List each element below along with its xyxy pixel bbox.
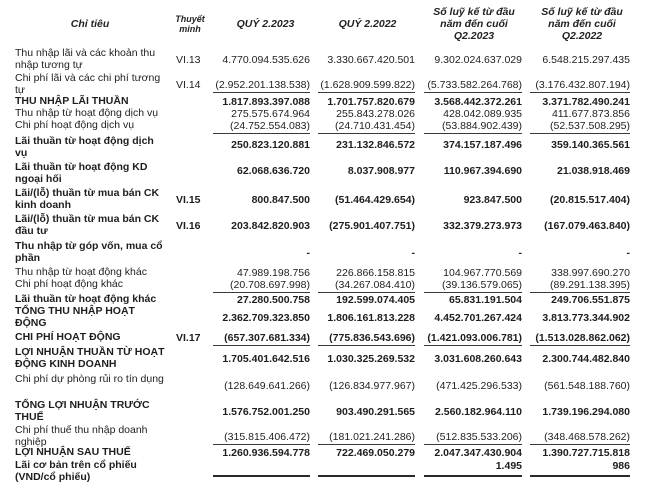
value-ytd-2022: 1.390.727.715.818: [542, 447, 630, 459]
total-rule: [318, 475, 415, 477]
value-q2-2023: 1.705.401.642.516: [222, 353, 310, 365]
value-q2-2023: 203.842.820.903: [231, 220, 310, 232]
value-q2-2023: 27.280.500.758: [237, 294, 310, 306]
value-ytd-2023: 3.568.442.372.261: [434, 96, 522, 108]
value-q2-2023: (128.649.641.266): [224, 380, 310, 392]
subtotal-rule: [318, 133, 415, 134]
subtotal-rule: [424, 92, 522, 93]
total-rule: [213, 475, 310, 477]
subtotal-rule: [213, 292, 310, 293]
subtotal-rule: [318, 292, 415, 293]
value-ytd-2023: (39.136.579.065): [442, 279, 522, 291]
value-ytd-2023: (5.733.582.264.768): [427, 79, 522, 91]
subtotal-rule: [318, 92, 415, 93]
row-note: VI.16: [176, 220, 201, 232]
value-ytd-2023: (512.835.533.206): [436, 431, 522, 443]
value-q2-2022: 722.469.050.279: [336, 447, 415, 459]
value-ytd-2022: 986: [612, 460, 630, 472]
value-q2-2023: -: [306, 247, 310, 259]
value-q2-2022: 192.599.074.405: [336, 294, 415, 306]
row-label: Thu nhập từ góp vốn, mua cổ phần: [15, 240, 163, 264]
value-q2-2022: 255.843.278.026: [336, 108, 415, 120]
row-label: TỔNG THU NHẬP HOẠT ĐỘNG: [15, 305, 135, 329]
value-ytd-2023: 2.560.182.964.110: [434, 406, 522, 418]
value-ytd-2023: 2.047.347.430.904: [434, 447, 522, 459]
value-ytd-2023: 110.967.394.690: [443, 165, 522, 177]
value-q2-2022: (275.901.407.751): [329, 220, 415, 232]
subtotal-rule: [318, 345, 415, 346]
row-label: Lãi thuần từ hoạt động dịch vụ: [15, 135, 154, 159]
value-ytd-2022: 249.706.551.875: [551, 294, 630, 306]
value-ytd-2022: 411.677.873.856: [551, 108, 630, 120]
value-ytd-2023: 9.302.024.637.029: [434, 54, 522, 66]
value-q2-2022: 1.806.161.813.228: [327, 312, 415, 324]
value-q2-2022: (775.836.543.696): [329, 332, 415, 344]
value-q2-2023: (24.752.554.083): [230, 120, 310, 132]
value-q2-2022: 1.030.325.269.532: [327, 353, 415, 365]
subtotal-rule: [318, 444, 415, 445]
value-ytd-2023: 923.847.500: [463, 194, 522, 206]
header-note: Thuyết minh: [175, 14, 205, 34]
value-ytd-2023: (53.884.902.439): [442, 120, 522, 132]
value-ytd-2022: (348.468.578.262): [544, 431, 630, 443]
value-ytd-2022: (3.176.432.807.194): [535, 79, 630, 91]
value-q2-2023: 275.575.674.964: [231, 108, 310, 120]
value-q2-2022: (1.628.909.599.822): [320, 79, 415, 91]
row-label: Chi phí thuế thu nhập doanh nghiệp: [15, 424, 148, 448]
row-label: Thu nhập từ hoạt động dịch vụ: [15, 107, 159, 119]
subtotal-rule: [424, 292, 522, 293]
header-label: Chỉ tiêu: [70, 18, 110, 30]
value-ytd-2022: (1.513.028.862.062): [535, 332, 630, 344]
value-q2-2022: 8.037.908.977: [347, 165, 415, 177]
row-label: Chi phí hoạt động khác: [15, 278, 123, 290]
value-ytd-2022: (89.291.138.395): [550, 279, 630, 291]
row-note: VI.14: [176, 79, 201, 91]
row-note: VI.17: [176, 332, 201, 344]
value-q2-2022: (24.710.431.454): [335, 120, 415, 132]
value-q2-2023: 1.817.893.397.088: [222, 96, 310, 108]
row-label: Chi phí hoạt động dịch vụ: [15, 119, 135, 131]
value-ytd-2022: 2.300.744.482.840: [542, 353, 630, 365]
value-q2-2023: (20.708.697.998): [230, 279, 310, 291]
subtotal-rule: [213, 345, 310, 346]
subtotal-rule: [213, 133, 310, 134]
value-ytd-2022: (561.548.188.760): [544, 380, 630, 392]
value-ytd-2023: (471.425.296.533): [436, 380, 522, 392]
total-rule: [530, 475, 630, 477]
value-ytd-2022: 3.371.782.490.241: [542, 96, 630, 108]
value-ytd-2023: 428.042.089.935: [443, 108, 522, 120]
subtotal-rule: [530, 292, 630, 293]
subtotal-rule: [530, 92, 630, 93]
row-label: Thu nhập từ hoạt động khác: [15, 266, 147, 278]
value-ytd-2023: 332.379.273.973: [443, 220, 522, 232]
value-ytd-2022: 3.813.773.344.902: [542, 312, 630, 324]
value-q2-2022: 1.701.757.820.679: [327, 96, 415, 108]
value-q2-2022: 903.490.291.565: [336, 406, 415, 418]
row-note: VI.15: [176, 194, 201, 206]
value-q2-2022: (51.464.429.654): [335, 194, 415, 206]
value-q2-2023: 2.362.709.323.850: [222, 312, 310, 324]
row-label: Lãi/(lỗ) thuần từ mua bán CK đầu tư: [15, 213, 160, 237]
value-ytd-2023: 1.495: [495, 460, 522, 472]
value-q2-2022: 226.866.158.815: [336, 267, 415, 279]
value-q2-2023: (2.952.201.138.538): [215, 79, 310, 91]
value-q2-2023: 47.989.198.756: [237, 267, 310, 279]
header-ytd-2022: Số luỹ kế từ đầu năm đến cuối Q2.2022: [541, 6, 623, 42]
row-label: LỢI NHUẬN THUẦN TỪ HOẠT ĐỘNG KINH DOANH: [15, 346, 165, 370]
row-label: Thu nhập lãi và các khoản thu nhập tương tự: [15, 47, 156, 71]
value-q2-2022: (126.834.977.967): [329, 380, 415, 392]
row-label: Lãi thuần từ hoạt động khác: [15, 293, 157, 305]
subtotal-rule: [530, 444, 630, 445]
row-label: Chi phí dự phòng rủi ro tín dụng: [15, 373, 164, 385]
row-label: LỢI NHUẬN SAU THUẾ: [15, 446, 131, 458]
subtotal-rule: [213, 444, 310, 445]
value-q2-2022: (34.267.084.410): [335, 279, 415, 291]
row-note: VI.13: [176, 54, 201, 66]
value-ytd-2022: 359.140.365.561: [551, 139, 630, 151]
value-q2-2023: (315.815.406.472): [224, 431, 310, 443]
subtotal-rule: [424, 133, 522, 134]
header-ytd-2023: Số luỹ kế từ đầu năm đến cuối Q2.2023: [433, 6, 515, 42]
value-q2-2022: 231.132.846.572: [336, 139, 415, 151]
subtotal-rule: [213, 92, 310, 93]
value-ytd-2022: (167.079.463.840): [544, 220, 630, 232]
value-ytd-2022: (20.815.517.404): [550, 194, 630, 206]
value-q2-2022: (181.021.241.286): [329, 431, 415, 443]
row-label: THU NHẬP LÃI THUẦN: [15, 95, 129, 107]
row-label: Lãi/(lỗ) thuần từ mua bán CK kinh doanh: [15, 187, 160, 211]
header-q2-2023: QUÝ 2.2023: [236, 18, 295, 30]
value-ytd-2023: (1.421.093.006.781): [427, 332, 522, 344]
value-q2-2023: (657.307.681.334): [224, 332, 310, 344]
row-label: Chi phí lãi và các chi phí tương tự: [15, 72, 161, 96]
row-label: CHI PHÍ HOẠT ĐỘNG: [15, 331, 121, 343]
value-ytd-2023: 374.157.187.496: [443, 139, 522, 151]
value-q2-2023: 250.823.120.881: [231, 139, 310, 151]
value-q2-2023: 1.260.936.594.778: [222, 447, 310, 459]
value-ytd-2023: 104.967.770.569: [443, 267, 522, 279]
value-q2-2022: 3.330.667.420.501: [327, 54, 415, 66]
value-ytd-2022: -: [626, 247, 630, 259]
value-q2-2023: 62.068.636.720: [237, 165, 310, 177]
value-q2-2023: 1.576.752.001.250: [222, 406, 310, 418]
value-q2-2023: 4.770.094.535.626: [222, 54, 310, 66]
value-q2-2022: -: [411, 247, 415, 259]
value-ytd-2022: (52.537.508.295): [550, 120, 630, 132]
value-ytd-2023: 65.831.191.504: [449, 294, 522, 306]
header-q2-2022: QUÝ 2.2022: [338, 18, 397, 30]
subtotal-rule: [424, 444, 522, 445]
value-ytd-2023: 3.031.608.260.643: [434, 353, 522, 365]
value-ytd-2022: 6.548.215.297.435: [542, 54, 630, 66]
row-label: TỔNG LỢI NHUẬN TRƯỚC THUẾ: [15, 399, 150, 423]
value-ytd-2022: 1.739.196.294.080: [542, 406, 630, 418]
row-label: Lãi cơ bản trên cổ phiếu (VND/cổ phiếu): [15, 459, 137, 483]
total-rule: [424, 475, 522, 477]
value-ytd-2022: 338.997.690.270: [551, 267, 630, 279]
subtotal-rule: [530, 133, 630, 134]
value-ytd-2023: 4.452.701.267.424: [434, 312, 522, 324]
value-ytd-2023: -: [518, 247, 522, 259]
value-q2-2023: 800.847.500: [251, 194, 310, 206]
subtotal-rule: [424, 345, 522, 346]
value-ytd-2022: 21.038.918.469: [557, 165, 630, 177]
row-label: Lãi thuần từ hoạt động KD ngoại hối: [15, 161, 148, 185]
subtotal-rule: [530, 345, 630, 346]
